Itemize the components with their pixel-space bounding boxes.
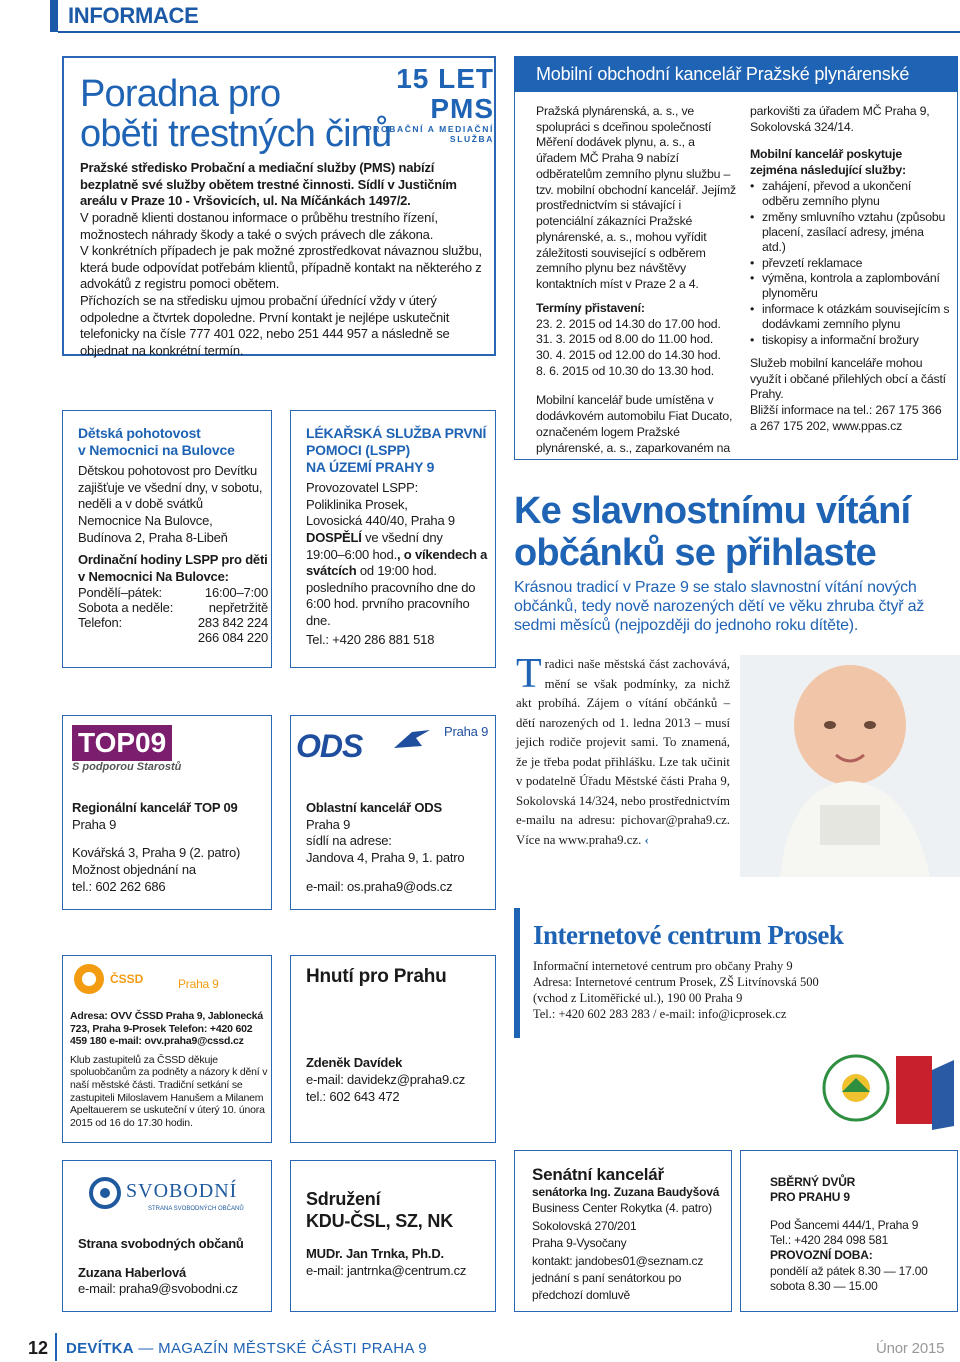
list-item: • tiskopisy a informační brožury [750,333,950,348]
footer-rule [55,1333,57,1361]
sberny-dvur-content: SBĚRNÝ DVŮR PRO PRAHU 9 Pod Šancemi 444/1, Praha 9 Tel.: +420 284 098 581 PROVOZNÍ DOBA: pondělí až pátek 8.30 — 17.00 sobota 8.30 — 15.00 [770,1175,928,1294]
cssd-content: Adresa: OVV ČSSD Praha 9, Jablonecká 723, Praha 9-Prosek Telefon: +420 602 459 180 e-mail: ovv.praha9@cssd.cz Klub zastupitelů za ČSSD děkuje spoluobčanům za podněty a názory k dění v naší městské části. Tradiční setkání se zastupiteli Miloslavem Hanušem a Milanem Apeltauerem se uskuteční v úterý 10. února 2015 od 16 do 17.30 hodin. [70,1010,268,1129]
header-rule [58,31,960,33]
icp-body: Informační internetové centrum pro občany Prahy 9 Adresa: Internetové centrum Prosek, ZŠ Litvínovská 500 (vchod z Litoměřické ul.), 190 00 Praha 9 Tel.: +420 602 283 283 / e-mail: info@icprosek.cz [533,959,819,1021]
top09-logo: TOP09 S podporou Starostů [72,727,182,773]
detska-pohotovost-content: Dětská pohotovost v Nemocnici na Bulovce Dětskou pohotovost pro Devítku zajišťuje ve všední dny, v sobotu, neděli a v době svátků Nemocnice Na Bulovce, Budínova 2, Praha 8-Libeň Ordinační hodiny LSPP pro děti v Nemocnici Na Bulovce: Pondělí–pátek: 16:00–7:00 Sobota a neděle: nepřetržitě Telefon: 283 842 224 266 084 220 [78,425,268,646]
header-accent-bar [50,0,58,32]
magazine-name: DEVÍTKA — MAGAZÍN MĚSTSKÉ ČÁSTI PRAHA 9 [66,1340,427,1357]
vitani-body: Tradici naše městská část zachovává, mění se však podmínky, za nichž akt probíhá. Zájem o vítání občánků – dětí narozených od 1. ledna 2013 – musí jejich rodiče projevit sami. To znamená, že je třeba podat přihlášku. Lze tak učinit v podatelně Úřadu Městské části Praha 9, Sokolovská 14/324, nebo prostřednictvím e-mailu na adresu: pichovar@praha9.cz. Více na www.praha9.cz. ‹ [516,651,730,847]
svobodni-content: Strana svobodných občanů Zuzana Haberlová e-mail: praha9@svobodni.cz [78,1236,244,1297]
list-item: • změny smluvního vztahu (způsobu placení, zasílací adresy, jména atd.) [750,210,950,256]
mobilni-left-column: Pražská plynárenská, a. s., ve spolupráci s dceřinou společností Měření dodávek plynu, a. s., a úřadem MČ Praha 9 nabízí odběratelům zemního plynu službu – tzv. mobilní obchodní kancelář. Jejímž prostřednictvím si stávající i potenciální zákazníci Pražské plynárenské, a. s., mohou vyřídit záležitosti související s odběrem zemního plynu bez návštěvy kontaktních míst v Praze 2 a 4. Termíny přistavení: 23. 2. 2015 od 14.30 do 17.00 hod. 31. 3. 2015 od 8.00 do 11.00 hod. 30. 4. 2015 od 12.00 do 14.30 hod. 8. 6. 2015 od 10.30 do 13.30 hod. Mobilní kancelář bude umístěna v dodávkovém automobilu Fiat Ducato, označeném logem Pražské plynárenské, a. s., zaparkovaném na [536,104,736,455]
vitani-title: Ke slavnostnímu vítání občánků se přihlaste [514,490,911,574]
icp-logos [820,1030,958,1145]
ods-content: Oblastní kancelář ODS Praha 9 sídlí na adrese: Jandova 4, Praha 9, 1. patro e-mail: os.praha9@ods.cz [306,800,465,894]
rose-icon [72,962,106,996]
mobilni-right-column: parkovišti za úřadem MČ Praha 9, Sokolovská 324/14. Mobilní kancelář poskytuje zejména následující služby: • zahájení, převod a ukončení odběru zemního plynu • změny smluvního vztahu (způsobu placení, zasílací adresy, jména atd.) • převzetí reklamace • výměna, kontrola a zaplombování plynoměru • informace k otázkám souvisejícím s dodávkami zemního plynu • tiskopisy a informační brožury Služeb mobilní kanceláře mohou využít i občané přilehlých obcí a částí Prahy. Bližší informace na tel.: 267 175 366 a 267 175 202, www.ppas.cz [750,104,950,435]
icp-title: Internetové centrum Prosek [533,920,844,950]
hnuti-content: Hnutí pro Prahu Zdeněk Davídek e-mail: davidekz@praha9.cz tel.: 602 643 472 [306,966,466,1104]
mobilni-kancelar-title: Mobilní obchodní kancelář Pražské plynárenské [514,56,958,92]
svobodni-logo: SVOBODNÍ STRANA SVOBODNÝCH OBČANŮ [88,1176,258,1216]
vitani-lead: Krásnou tradicí v Praze 9 se stalo slavnostní vítání nových občánků, tedy nově narozených dětí ve věku zhruba čtyř až sedmi měsíců (nejpozději do jednoho roku dítěte). [514,579,925,634]
list-item: • zahájení, převod a ukončení odběru zemního plynu [750,179,950,210]
icp-accent-bar [514,908,520,1038]
issue-month: Únor 2015 [876,1340,945,1357]
pms-logo: 15 LET PMS PROBAČNÍ A MEDIAČNÍ SLUŽBA [366,63,494,144]
dropcap: T [516,651,542,697]
cssd-region: Praha 9 [178,977,219,991]
baby-photo [740,655,960,877]
ram-icon [88,1176,122,1210]
lspp-content: LÉKAŘSKÁ SLUŽBA PRVNÍ POMOCI (LSPP) NA ÚZEMÍ PRAHY 9 Provozovatel LSPP: Poliklinika Prosek, Lovosická 440/40, Praha 9 DOSPĚLÍ ve všední dny 19:00–6:00 hod., o víkendech a svátcích od 19:00 hod. posledního pracovního dne do 6:00 hod. prvního pracovního dne. Tel.: +420 286 881 518 [306,425,488,647]
top09-content: Regionální kancelář TOP 09 Praha 9 Kovářská 3, Praha 9 (2. patro) Možnost objednání na tel.: 602 262 686 [72,800,241,894]
senat-content: Senátní kancelář senátorka Ing. Zuzana Baudyšová Business Center Rokytka (4. patro) Sokolovská 270/201 Praha 9-Vysočany kontakt: jandobes01@seznam.cz jednání s paní senátorkou po předchozí domluvě [532,1165,720,1303]
cssd-logo: ČSSD [72,962,148,1002]
services-list [750,179,950,348]
sdruzeni-content: Sdružení KDU-ČSL, SZ, NK MUDr. Jan Trnka, Ph.D. e-mail: jantrnka@centrum.cz [306,1189,467,1278]
list-item: • převzetí reklamace [750,256,950,271]
page-number: 12 [28,1338,49,1358]
section-title: INFORMACE [68,3,199,28]
poradna-text: Pražské středisko Probační a mediační služby (PMS) nabízí bezplatně své služby obětem trestné činnosti. Sídlí v Justičním areálu v Praze 10 - Vršovicích, ul. Na Míčánkách 1497/2. V poradně klienti dostanou informace o průběhu trestního řízení, možnostech náhrady škody a také o svých právech dle zákona. V konkrétních případech je pak možné zprostředkovat návaznou službu, která bude odpovídat potřebám klientů, případně kontakt na některého z advokátů z registru pomoci obětem. Příchozích se na středisku ujmou probační úřednící vždy v úterý odpoledne a čtvrtek dopoledne. První kontakt je nejlépe uskutečnit telefonicky na čísle 777 401 022, nebo 251 444 957 a následně se objednat na konkrétní termín. [80,160,482,358]
list-item: • výměna, kontrola a zaplombování plynoměru [750,271,950,302]
list-item: • informace k otázkám souvisejícím s dodávkami zemního plynu [750,302,950,333]
poradna-title: Poradna pro oběti trestných činů [80,73,392,155]
ods-logo: ODS [296,728,436,768]
ods-region: Praha 9 [444,724,489,739]
